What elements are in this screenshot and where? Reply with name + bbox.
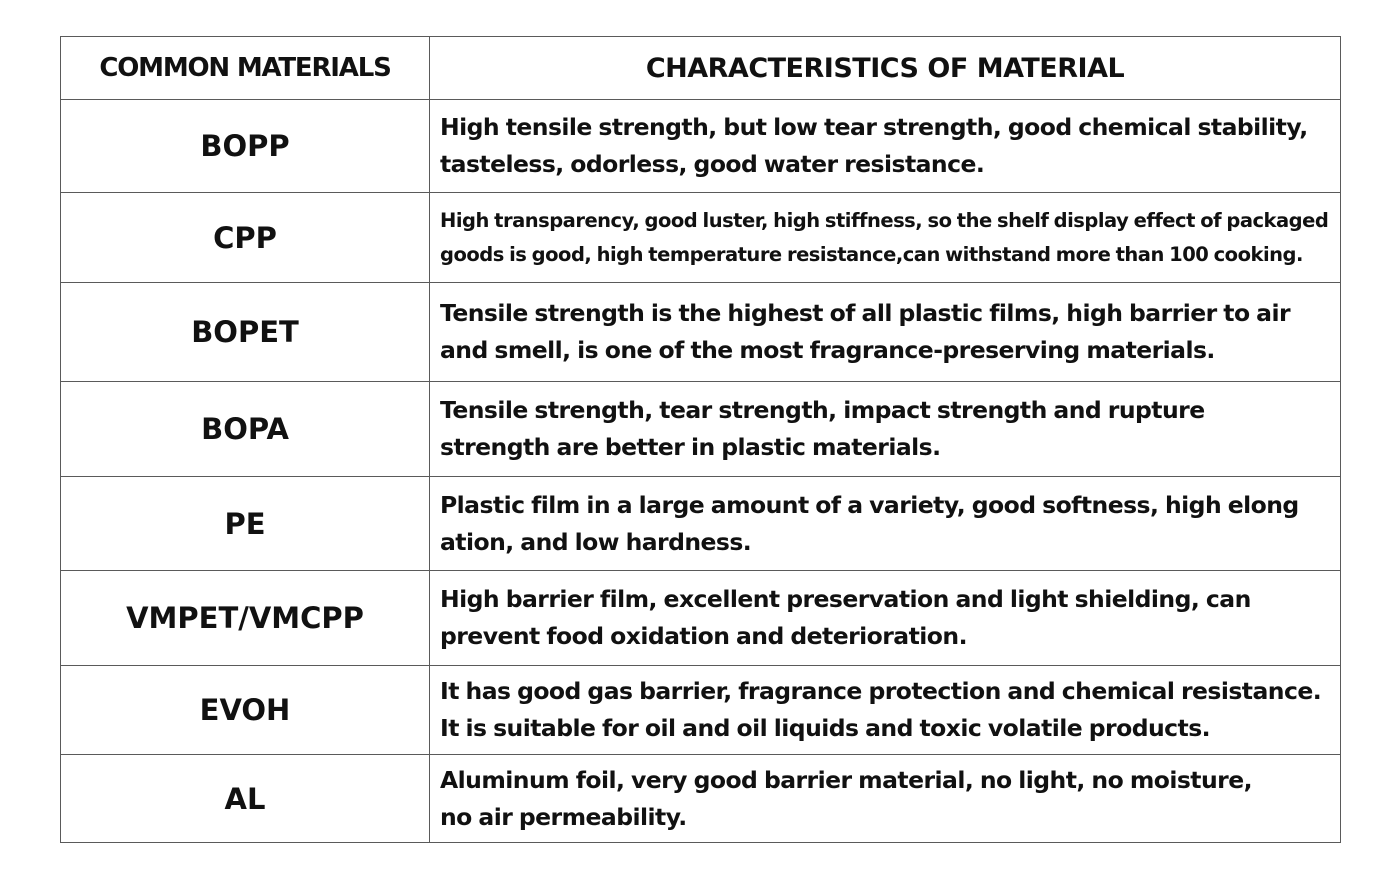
materials-table bbox=[60, 36, 1341, 843]
material-characteristics bbox=[430, 100, 1341, 193]
characteristics-line: High transparency, good luster, high stiffness, so the shelf display effect of packaged bbox=[440, 208, 1329, 232]
characteristics-line: Aluminum foil, very good barrier material, no light, no moisture, bbox=[440, 765, 1252, 794]
table-row bbox=[61, 571, 1341, 666]
characteristics-line: It has good gas barrier, fragrance protection and chemical resistance. bbox=[440, 677, 1322, 705]
material-name: BOPA bbox=[61, 382, 430, 477]
material-characteristics bbox=[430, 477, 1341, 571]
material-name: CPP bbox=[61, 193, 430, 283]
table-row bbox=[61, 666, 1341, 755]
column-header-common-materials: COMMON MATERIALS bbox=[61, 37, 430, 100]
characteristics-line: Plastic film in a large amount of a variety, good softness, high elong bbox=[440, 490, 1299, 519]
table-row bbox=[61, 100, 1341, 193]
material-characteristics bbox=[430, 382, 1341, 477]
table-row bbox=[61, 193, 1341, 283]
characteristics-line: and smell, is one of the most fragrance-preserving materials. bbox=[440, 336, 1215, 364]
characteristics-line: High tensile strength, but low tear strength, good chemical stability, bbox=[440, 113, 1308, 141]
material-characteristics bbox=[430, 571, 1341, 666]
table-row bbox=[61, 477, 1341, 571]
material-name: AL bbox=[61, 755, 430, 843]
table-header-row bbox=[61, 37, 1341, 100]
material-characteristics bbox=[430, 193, 1341, 283]
material-name: BOPET bbox=[61, 283, 430, 382]
characteristics-line: prevent food oxidation and deterioration. bbox=[440, 622, 967, 650]
characteristics-line: Tensile strength is the highest of all plastic films, high barrier to air bbox=[440, 299, 1291, 327]
material-name: PE bbox=[61, 477, 430, 571]
material-characteristics bbox=[430, 755, 1341, 843]
table-row bbox=[61, 382, 1341, 477]
characteristics-line: goods is good, high temperature resistance,can withstand more than 100 cooking. bbox=[440, 242, 1303, 266]
characteristics-line: High barrier film, excellent preservation and light shielding, can bbox=[440, 585, 1251, 613]
characteristics-line: strength are better in plastic materials. bbox=[440, 433, 941, 461]
table-row bbox=[61, 755, 1341, 843]
characteristics-line: no air permeability. bbox=[440, 802, 687, 831]
material-name: EVOH bbox=[61, 666, 430, 755]
table-row bbox=[61, 283, 1341, 382]
material-characteristics bbox=[430, 666, 1341, 755]
material-name: VMPET/VMCPP bbox=[61, 571, 430, 666]
column-header-characteristics: CHARACTERISTICS OF MATERIAL bbox=[430, 37, 1341, 100]
material-name: BOPP bbox=[61, 100, 430, 193]
characteristics-line: It is suitable for oil and oil liquids and toxic volatile products. bbox=[440, 714, 1211, 742]
characteristics-line: ation, and low hardness. bbox=[440, 527, 752, 556]
characteristics-line: Tensile strength, tear strength, impact strength and rupture bbox=[440, 396, 1205, 424]
characteristics-line: tasteless, odorless, good water resistance. bbox=[440, 150, 985, 178]
material-characteristics bbox=[430, 283, 1341, 382]
